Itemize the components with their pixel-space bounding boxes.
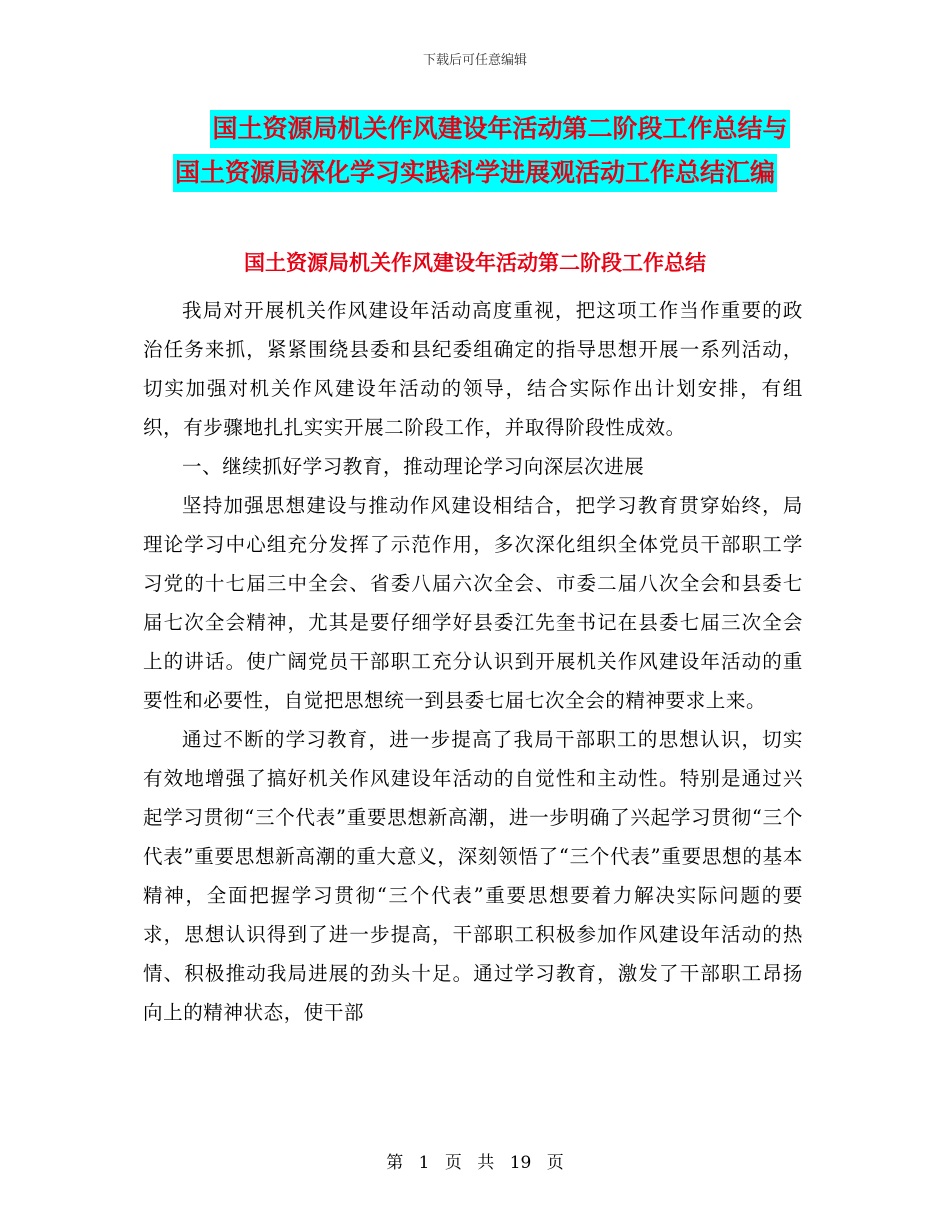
footer-page-number: 1 [418, 1153, 430, 1173]
page-footer [0, 1151, 950, 1175]
footer-prefix: 第 [386, 1153, 404, 1173]
title-text-line-1: 国土资源局机关作风建设年活动第二阶段工作总结与 [210, 110, 789, 148]
title-text-line-2: 国土资源局深化学习实践科学进展观活动工作总结汇编 [173, 154, 777, 192]
paragraph-intro: 我局对开展机关作风建设年活动高度重视，把这项工作当作重要的政治任务来抓，紧紧围绕县委和县纪委组确定的指导思想开展一系列活动，切实加强对机关作风建设年活动的领导，结合实际作出计划安排，有组织，有步骤地扎扎实实开展二阶段工作，并取得阶段性成效。 [143, 299, 803, 439]
footer-total-label: 共 [477, 1153, 495, 1173]
document-title-line-1 [0, 110, 950, 148]
paragraph-results: 通过不断的学习教育，进一步提高了我局干部职工的思想认识，切实有效地增强了搞好机关作风建设年活动的自觉性和主动性。特别是通过兴起学习贯彻“三个代表”重要思想新高潮，进一步明确了兴起学习贯彻“三个代表”重要思想新高潮的重大意义，深刻领悟了“三个代表”重要思想的基本精神，全面把握学习贯彻“三个代表”重要思想要着力解决实际问题的要求，思想认识得到了进一步提高，干部职工积极参加作风建设年活动的热情、积极推动我局进展的劲头十足。通过学习教育，激发了干部职工昂扬向上的精神状态，使干部 [143, 728, 803, 1024]
section-title: 国土资源局机关作风建设年活动第二阶段工作总结 [244, 251, 706, 275]
footer-middle: 页 [444, 1153, 462, 1173]
document-title-line-2 [0, 154, 950, 192]
footer-suffix: 页 [546, 1153, 564, 1173]
document-body [143, 291, 803, 1032]
header-note: 下载后可任意编辑 [422, 53, 527, 68]
footer-total-pages: 19 [509, 1153, 532, 1173]
paragraph-heading-1: 一、继续抓好学习教育，推动理论学习向深层次进展 [182, 455, 645, 478]
paragraph-study: 坚持加强思想建设与推动作风建设相结合，把学习教育贯穿始终，局理论学习中心组充分发挥了示范作用，多次深化组织全体党员干部职工学习党的十七届三中全会、省委八届六次全会、市委二届八次全会和县委七届七次全会精神，尤其是要仔细学好县委江先奎书记在县委七届三次全会上的讲话。使广阔党员干部职工充分认识到开展机关作风建设年活动的重要性和必要性，自觉把思想统一到县委七届七次全会的精神要求上来。 [143, 494, 803, 712]
